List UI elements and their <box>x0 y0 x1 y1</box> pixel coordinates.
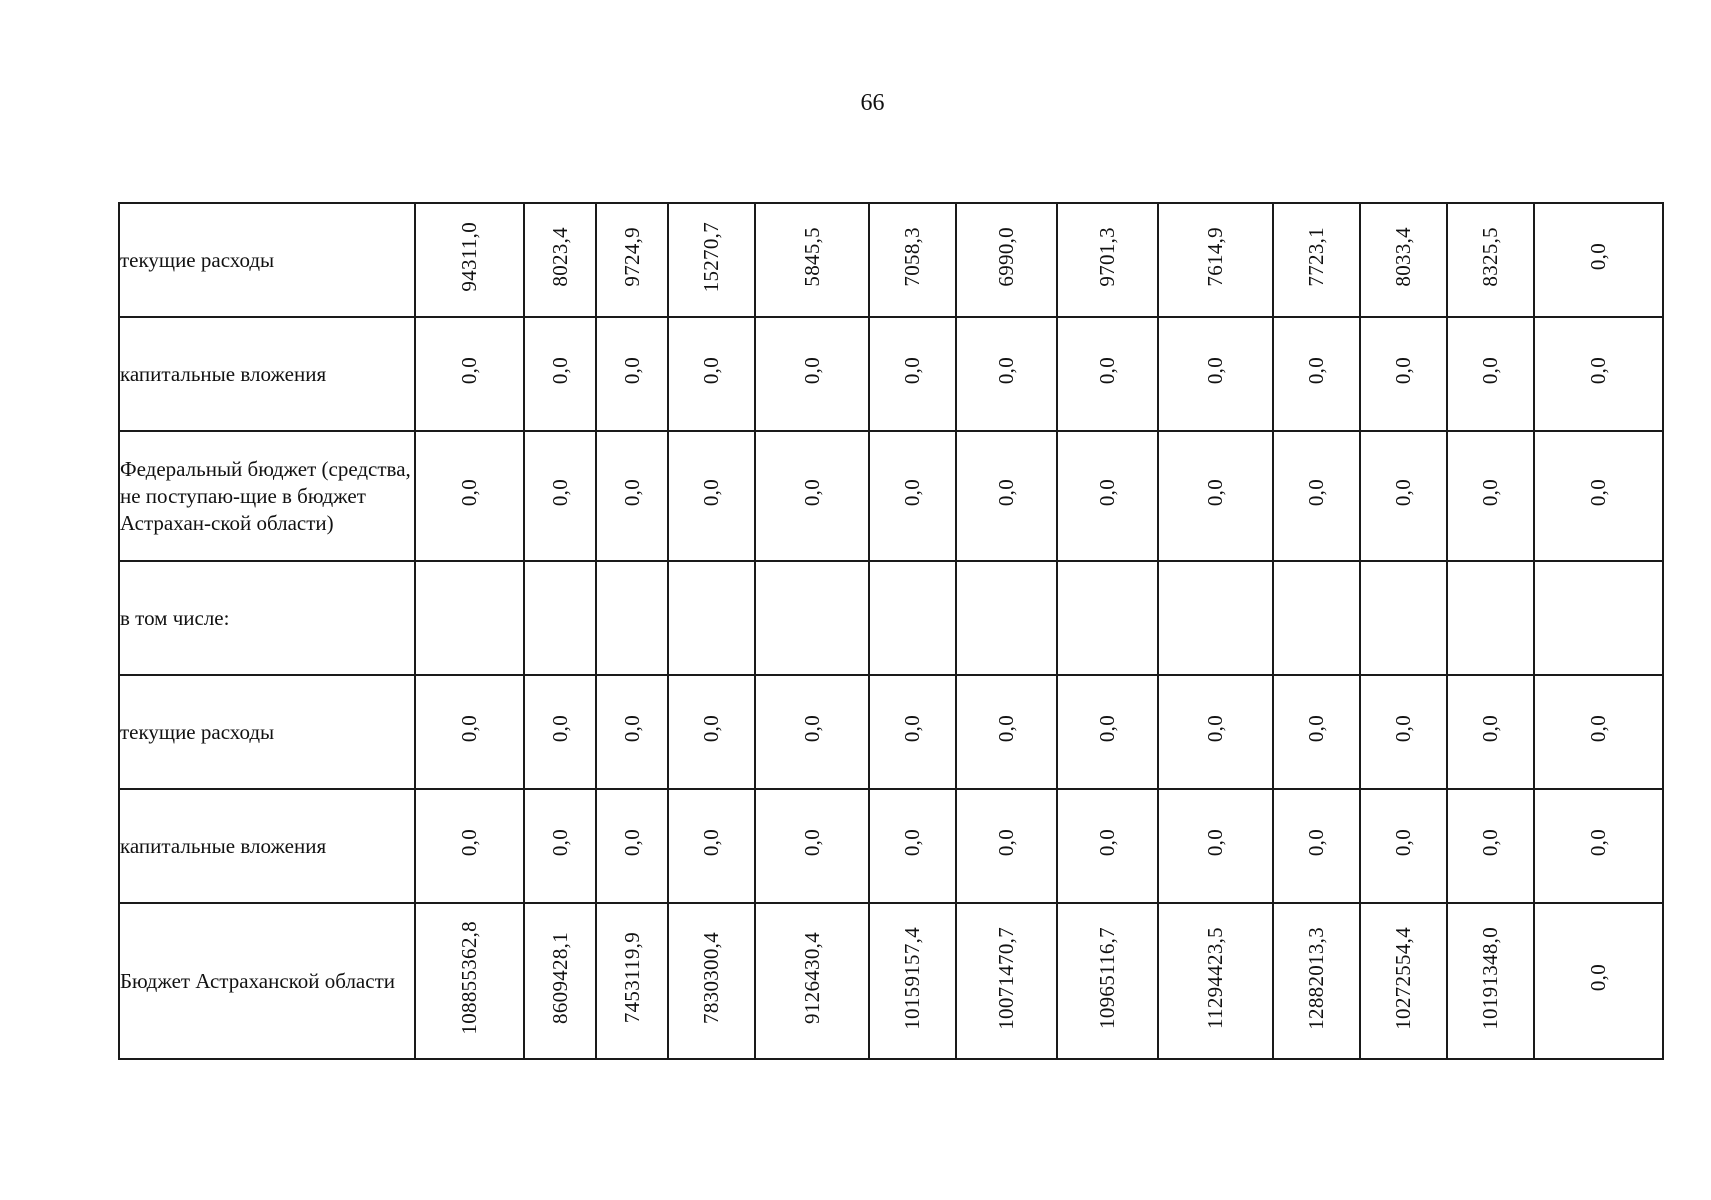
table-cell <box>668 203 755 317</box>
table-cell <box>1360 317 1447 431</box>
table-cell <box>755 675 869 789</box>
table-cell <box>524 903 596 1059</box>
table-cell <box>415 675 524 789</box>
table-cell <box>755 431 869 561</box>
cell-value: 0,0 <box>900 357 924 385</box>
cell-value: 0,0 <box>994 357 1018 385</box>
table-cell <box>1534 431 1663 561</box>
table-cell <box>755 317 869 431</box>
cell-value: 0,0 <box>699 715 723 743</box>
table-cell <box>415 789 524 903</box>
cell-value: 0,0 <box>799 357 824 385</box>
cell-value: 0,0 <box>994 829 1018 857</box>
cell-value: 0,0 <box>1095 357 1119 385</box>
cell-value: 10965116,7 <box>1095 927 1119 1029</box>
row-label: Бюджет Астраханской области <box>119 903 415 1059</box>
budget-table <box>118 202 1664 1060</box>
cell-value: 0,0 <box>699 479 723 507</box>
table-cell <box>1534 675 1663 789</box>
cell-value: 0,0 <box>1095 715 1119 743</box>
cell-value: 0,0 <box>1586 243 1610 271</box>
table-cell <box>524 431 596 561</box>
cell-value: 0,0 <box>1391 479 1415 507</box>
cell-value: 0,0 <box>1586 964 1610 992</box>
table-cell <box>524 789 596 903</box>
cell-value: 0,0 <box>457 829 481 857</box>
row-label: капитальные вложения <box>119 317 415 431</box>
table-cell <box>956 561 1057 675</box>
table-cell <box>415 903 524 1059</box>
table-cell <box>1158 317 1273 431</box>
cell-value: 0,0 <box>699 357 723 385</box>
table-cell <box>1534 561 1663 675</box>
cell-value: 8609428,1 <box>547 932 572 1024</box>
cell-value: 0,0 <box>699 829 723 857</box>
cell-value: 0,0 <box>1586 829 1610 857</box>
table-cell <box>668 317 755 431</box>
table-cell <box>524 561 596 675</box>
table-row <box>119 203 1663 317</box>
table-cell <box>596 203 668 317</box>
table-cell <box>1534 317 1663 431</box>
table-cell <box>668 431 755 561</box>
cell-value: 0,0 <box>1304 715 1328 743</box>
cell-value: 108855362,8 <box>457 921 481 1035</box>
cell-value: 0,0 <box>619 479 644 507</box>
cell-value: 0,0 <box>1478 479 1502 507</box>
table-cell <box>1447 431 1534 561</box>
cell-value: 0,0 <box>1203 479 1227 507</box>
table-cell <box>596 789 668 903</box>
table-cell <box>1158 903 1273 1059</box>
table-cell <box>1057 317 1158 431</box>
table-cell <box>1360 903 1447 1059</box>
table-cell <box>755 903 869 1059</box>
cell-value: 0,0 <box>799 715 824 743</box>
table-cell <box>869 789 956 903</box>
cell-value: 0,0 <box>457 715 481 743</box>
table-cell <box>1273 561 1360 675</box>
row-label: капитальные вложения <box>119 789 415 903</box>
cell-value: 0,0 <box>1478 715 1502 743</box>
cell-value: 0,0 <box>457 479 481 507</box>
cell-value: 7453119,9 <box>619 932 644 1024</box>
table-cell <box>1534 903 1663 1059</box>
table-cell <box>1447 317 1534 431</box>
table-cell <box>1534 789 1663 903</box>
table-cell <box>524 317 596 431</box>
table-cell <box>524 675 596 789</box>
cell-value: 0,0 <box>1203 715 1227 743</box>
table-cell <box>1158 203 1273 317</box>
cell-value: 0,0 <box>1203 829 1227 857</box>
cell-value: 0,0 <box>1304 829 1328 857</box>
cell-value: 0,0 <box>547 479 572 507</box>
table-cell <box>1273 675 1360 789</box>
table-cell <box>1057 789 1158 903</box>
table-cell <box>1447 675 1534 789</box>
row-label: текущие расходы <box>119 203 415 317</box>
table-cell <box>668 675 755 789</box>
table-cell <box>1447 203 1534 317</box>
cell-value: 8033,4 <box>1391 227 1415 287</box>
cell-value: 7723,1 <box>1304 227 1328 287</box>
cell-value: 0,0 <box>994 479 1018 507</box>
table-cell <box>755 561 869 675</box>
table-cell <box>1158 675 1273 789</box>
cell-value: 5845,5 <box>799 227 824 287</box>
table-cell <box>1158 431 1273 561</box>
cell-value: 0,0 <box>1586 715 1610 743</box>
table-cell <box>1447 789 1534 903</box>
table-cell <box>956 675 1057 789</box>
cell-value: 0,0 <box>619 357 644 385</box>
row-label: Федеральный бюджет (средства, не поступаю-щие в бюджет Астрахан-ской области) <box>119 431 415 561</box>
cell-value: 0,0 <box>547 829 572 857</box>
table-cell <box>1273 317 1360 431</box>
table-cell <box>869 317 956 431</box>
table-cell <box>668 561 755 675</box>
table-cell <box>1057 675 1158 789</box>
table-cell <box>1273 903 1360 1059</box>
cell-value: 9701,3 <box>1095 227 1119 287</box>
table-cell <box>1057 903 1158 1059</box>
table-cell <box>524 203 596 317</box>
table-cell <box>1273 431 1360 561</box>
table-cell <box>1447 561 1534 675</box>
table-cell <box>596 675 668 789</box>
table-cell <box>1057 203 1158 317</box>
cell-value: 0,0 <box>619 829 644 857</box>
table-cell <box>956 903 1057 1059</box>
cell-value: 0,0 <box>900 829 924 857</box>
row-label: в том числе: <box>119 561 415 675</box>
table-cell <box>869 431 956 561</box>
cell-value: 0,0 <box>900 715 924 743</box>
table-cell <box>1447 903 1534 1059</box>
table-cell <box>1360 203 1447 317</box>
table-cell <box>415 317 524 431</box>
cell-value: 0,0 <box>1391 357 1415 385</box>
table-cell <box>415 203 524 317</box>
cell-value: 7614,9 <box>1203 227 1227 287</box>
table-cell <box>1057 561 1158 675</box>
cell-value: 0,0 <box>1478 829 1502 857</box>
cell-value: 11294423,5 <box>1203 927 1227 1029</box>
table-cell <box>1273 789 1360 903</box>
cell-value: 0,0 <box>1478 357 1502 385</box>
table-row <box>119 903 1663 1059</box>
cell-value: 0,0 <box>547 357 572 385</box>
table-cell <box>596 903 668 1059</box>
table-cell <box>668 789 755 903</box>
table-cell <box>415 561 524 675</box>
cell-value: 15270,7 <box>699 221 723 293</box>
table-row <box>119 561 1663 675</box>
table-cell <box>1158 561 1273 675</box>
table-cell <box>956 431 1057 561</box>
cell-value: 0,0 <box>1304 479 1328 507</box>
table-cell <box>956 789 1057 903</box>
table-cell <box>1360 561 1447 675</box>
table-cell <box>869 561 956 675</box>
cell-value: 8325,5 <box>1478 227 1502 287</box>
table-cell <box>1360 675 1447 789</box>
table-row <box>119 789 1663 903</box>
table-cell <box>956 317 1057 431</box>
cell-value: 12882013,3 <box>1304 926 1328 1030</box>
cell-value: 0,0 <box>1203 357 1227 385</box>
table-cell <box>415 431 524 561</box>
table-cell <box>1273 203 1360 317</box>
cell-value: 0,0 <box>1095 479 1119 507</box>
cell-value: 0,0 <box>1095 829 1119 857</box>
row-label: текущие расходы <box>119 675 415 789</box>
cell-value: 7058,3 <box>900 227 924 287</box>
table-cell <box>956 203 1057 317</box>
cell-value: 0,0 <box>799 829 824 857</box>
table-cell <box>755 203 869 317</box>
cell-value: 0,0 <box>1391 715 1415 743</box>
table-cell <box>869 203 956 317</box>
table-cell <box>596 431 668 561</box>
table-cell <box>869 675 956 789</box>
table-cell <box>596 317 668 431</box>
table-cell <box>755 789 869 903</box>
cell-value: 10159157,4 <box>900 926 924 1030</box>
cell-value: 10272554,4 <box>1391 926 1415 1030</box>
cell-value: 8023,4 <box>547 227 572 287</box>
cell-value: 0,0 <box>1391 829 1415 857</box>
cell-value: 0,0 <box>1586 357 1610 385</box>
table-cell <box>869 903 956 1059</box>
cell-value: 0,0 <box>900 479 924 507</box>
table-cell <box>668 903 755 1059</box>
table-cell <box>1360 789 1447 903</box>
cell-value: 10071470,7 <box>994 926 1018 1030</box>
cell-value: 0,0 <box>547 715 572 743</box>
table-cell <box>596 561 668 675</box>
cell-value: 6990,0 <box>994 227 1018 287</box>
table-row <box>119 317 1663 431</box>
table-row <box>119 675 1663 789</box>
cell-value: 0,0 <box>619 715 644 743</box>
table-cell <box>1360 431 1447 561</box>
cell-value: 0,0 <box>994 715 1018 743</box>
table-cell <box>1057 431 1158 561</box>
cell-value: 9724,9 <box>619 227 644 287</box>
cell-value: 0,0 <box>1304 357 1328 385</box>
cell-value: 0,0 <box>457 357 481 385</box>
cell-value: 7830300,4 <box>699 932 723 1024</box>
table-cell <box>1158 789 1273 903</box>
cell-value: 0,0 <box>1586 479 1610 507</box>
cell-value: 9126430,4 <box>799 932 824 1024</box>
cell-value: 0,0 <box>799 479 824 507</box>
page-number: 66 <box>860 90 885 116</box>
table-cell <box>1534 203 1663 317</box>
cell-value: 94311,0 <box>457 222 481 292</box>
table-row <box>119 431 1663 561</box>
cell-value: 10191348,0 <box>1478 926 1502 1030</box>
